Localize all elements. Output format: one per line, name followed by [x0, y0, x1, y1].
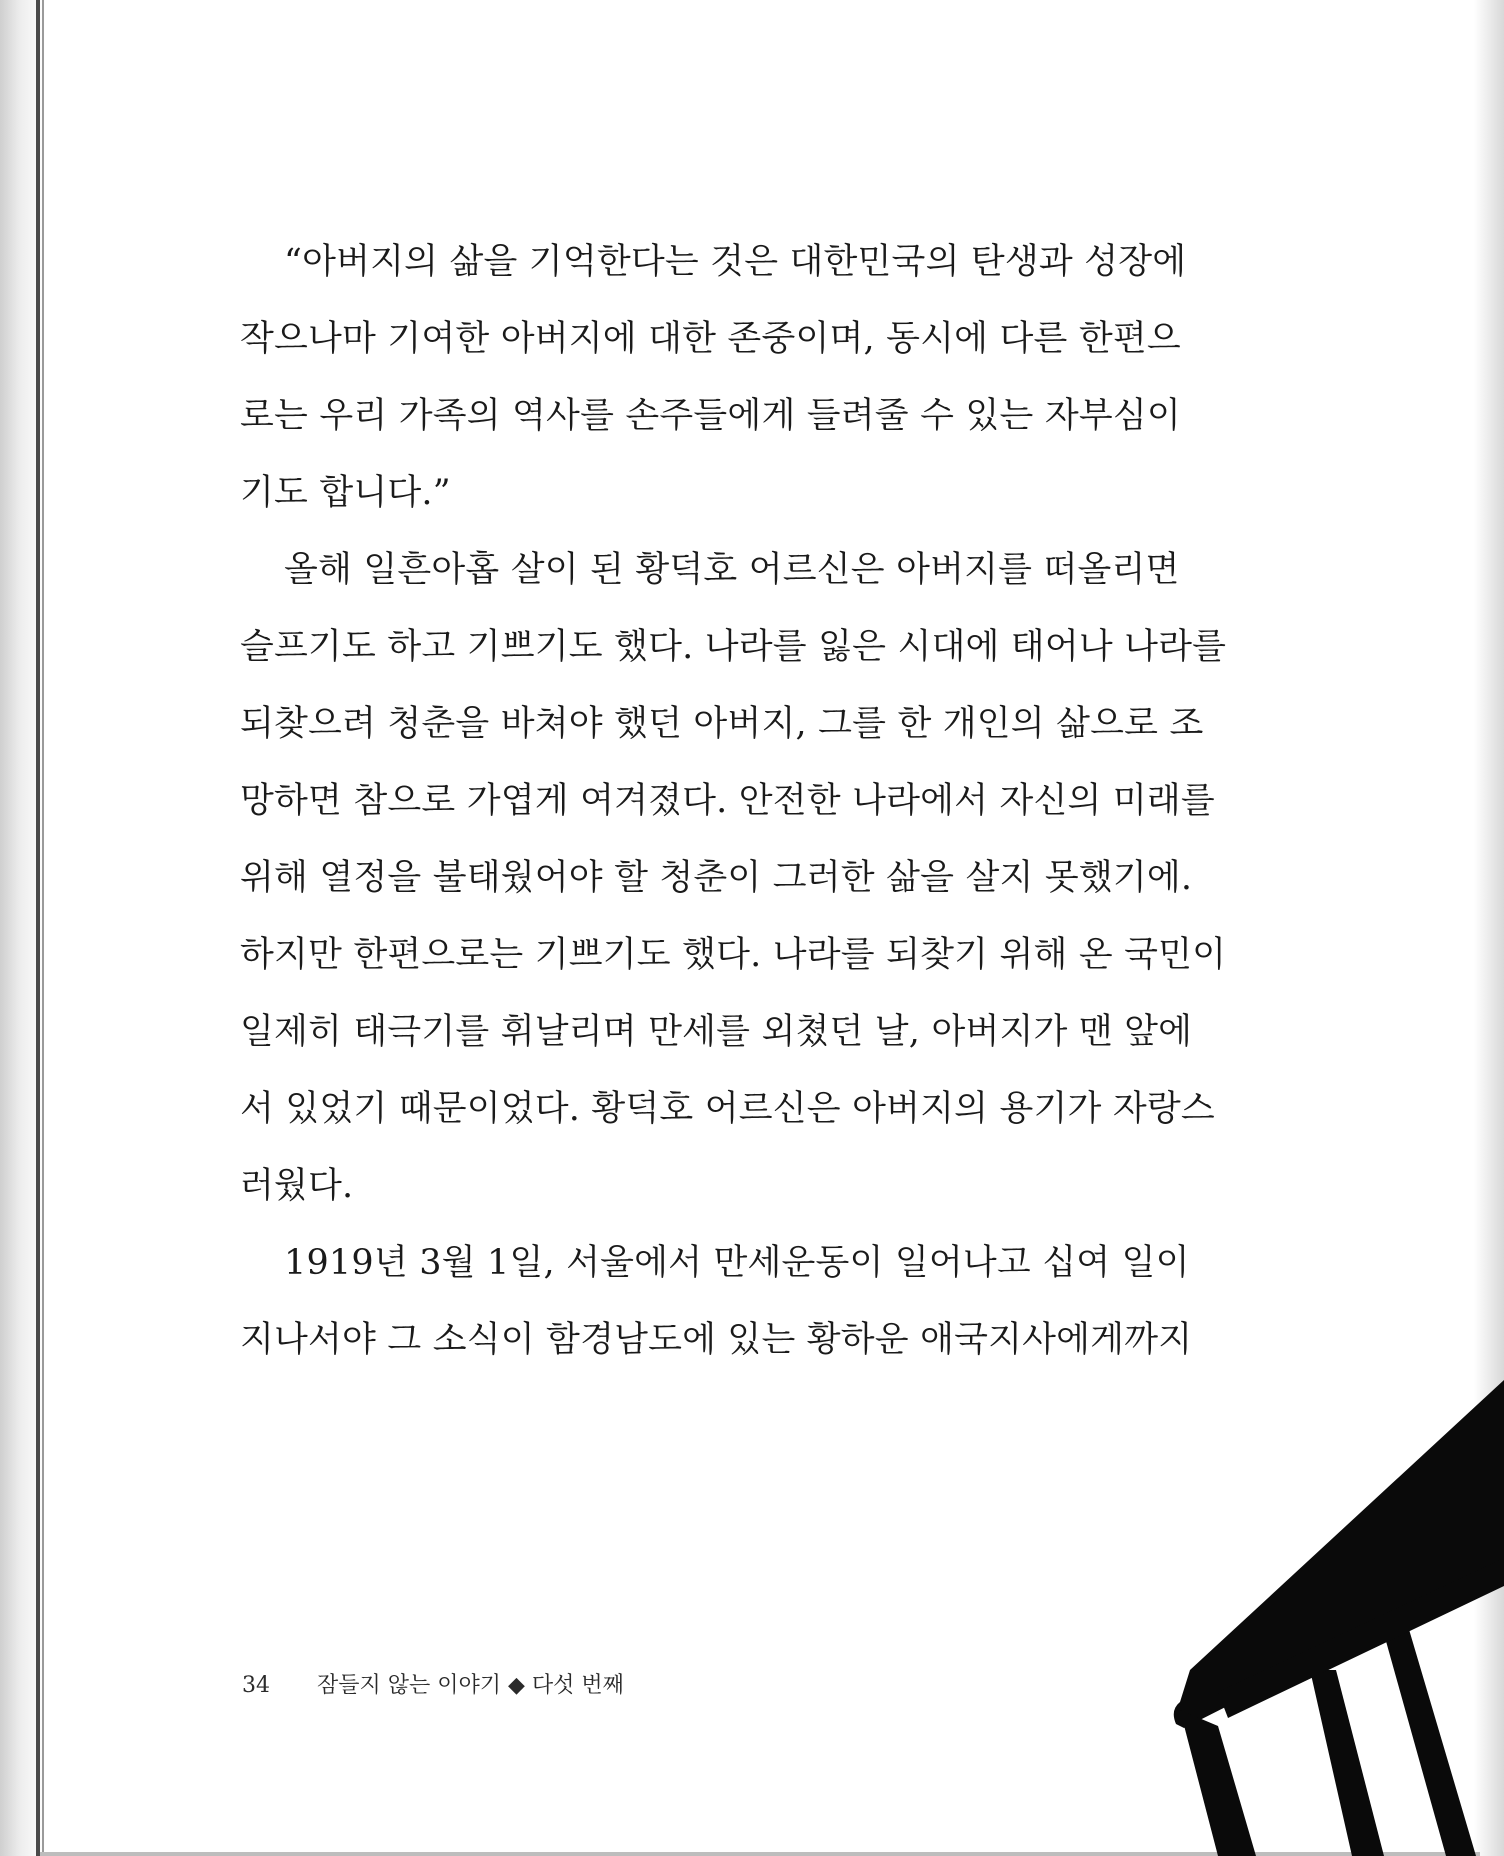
text-line: 슬프기도 하고 기쁘기도 했다. 나라를 잃은 시대에 태어나 나라를	[240, 627, 1227, 667]
spine-edge-line	[36, 0, 40, 1856]
running-title: 잠들지 않는 이야기 ◆ 다섯 번째	[317, 1673, 624, 1698]
text-line: 작으나마 기여한 아버지에 대한 존중이며, 동시에 다른 한편으	[240, 319, 1181, 359]
page-footer	[242, 1670, 624, 1702]
text-line: 지나서야 그 소식이 함경남도에 있는 황하운 애국지사에게까지	[240, 1320, 1193, 1360]
body-text	[240, 224, 1227, 1379]
text-line: 로는 우리 가족의 역사를 손주들에게 들려줄 수 있는 자부심이	[240, 396, 1181, 436]
text-line: 하지만 한편으로는 기쁘기도 했다. 나라를 되찾기 위해 온 국민이	[240, 935, 1227, 975]
spine-edge-line-inner	[42, 0, 44, 1856]
text-line: 1919년 3월 1일, 서울에서 만세운동이 일어나고 십여 일이	[284, 1243, 1190, 1283]
text-line: 기도 합니다.”	[240, 473, 451, 513]
text-line: 서 있었기 때문이었다. 황덕호 어르신은 아버지의 용기가 자랑스	[240, 1089, 1215, 1129]
chair-illustration	[1170, 1380, 1504, 1856]
text-line: 되찾으려 청춘을 바쳐야 했던 아버지, 그를 한 개인의 삶으로 조	[240, 704, 1204, 744]
page-number: 34	[242, 1673, 270, 1698]
chair-slat	[1310, 1670, 1384, 1856]
paragraph-1	[240, 224, 1187, 532]
chair-outer-frame	[1180, 1710, 1256, 1856]
page-gutter-shadow	[0, 0, 48, 1856]
text-line: “아버지의 삶을 기억한다는 것은 대한민국의 탄생과 성장에	[284, 242, 1187, 282]
paragraph-3	[240, 1225, 1193, 1379]
text-line: 위해 열정을 불태웠어야 할 청춘이 그러한 삶을 살지 못했기에.	[240, 858, 1193, 898]
text-line: 올해 일흔아홉 살이 된 황덕호 어르신은 아버지를 떠올리면	[284, 550, 1180, 590]
chair-back-top-rail	[1174, 1380, 1504, 1728]
text-line: 망하면 참으로 가엽게 여겨졌다. 안전한 나라에서 자신의 미래를	[240, 781, 1215, 821]
text-line: 일제히 태극기를 휘날리며 만세를 외쳤던 날, 아버지가 맨 앞에	[240, 1012, 1193, 1052]
text-line: 러웠다.	[240, 1166, 354, 1206]
chair-slat-right	[1384, 1626, 1476, 1856]
paragraph-2	[240, 532, 1227, 1225]
